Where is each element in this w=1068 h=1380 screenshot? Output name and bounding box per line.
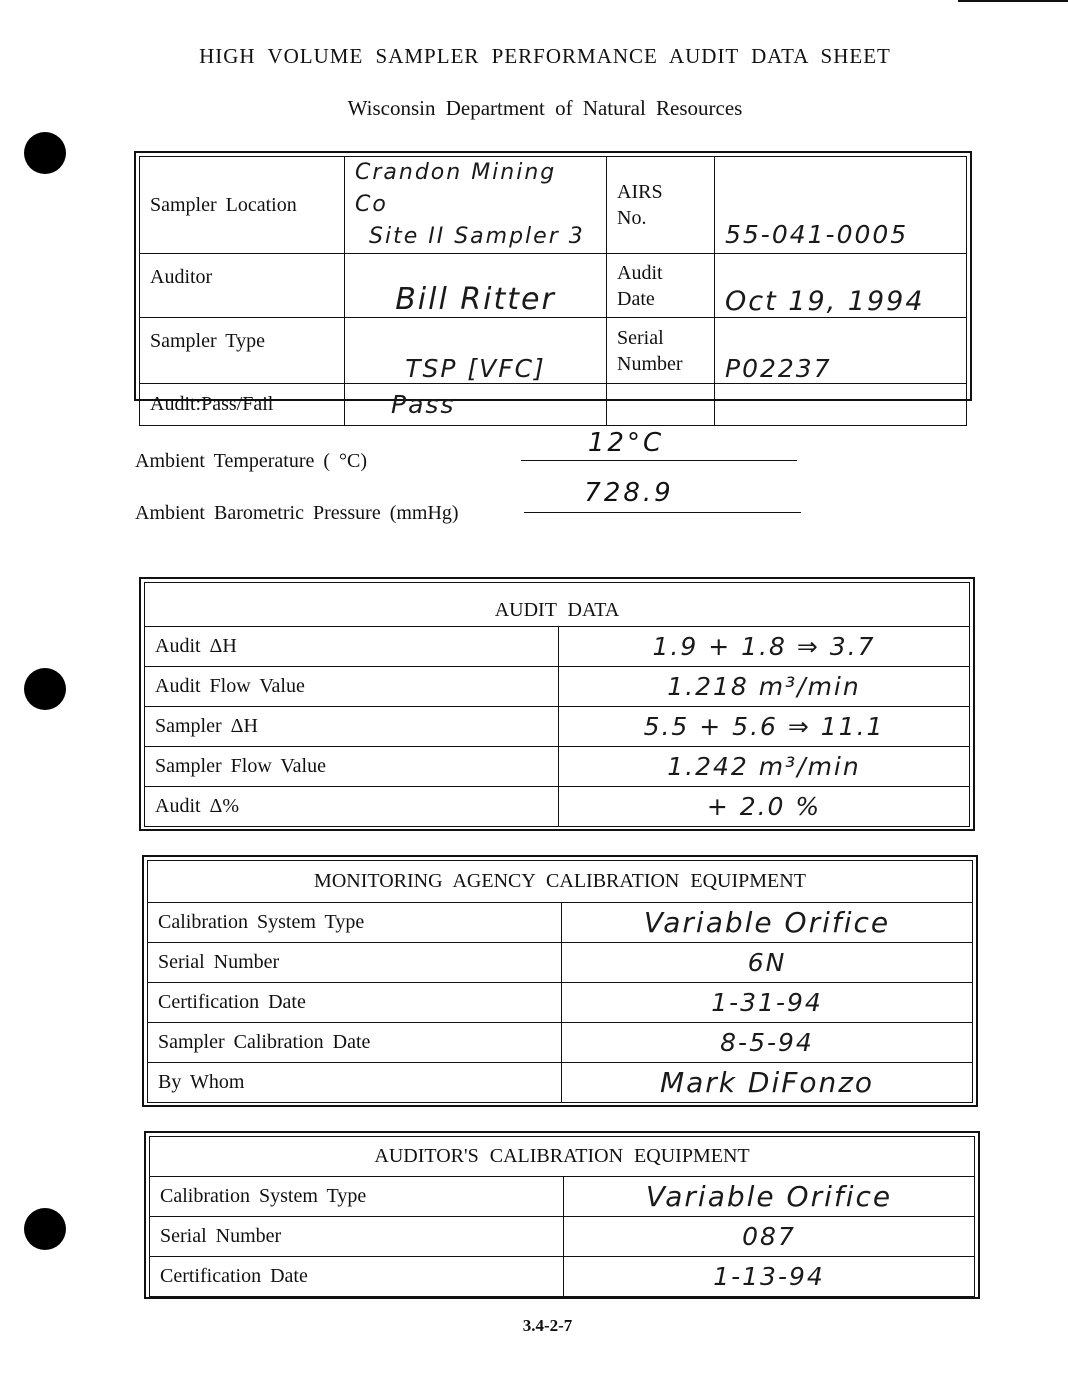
monitoring-equipment-title: MONITORING AGENCY CALIBRATION EQUIPMENT (148, 861, 973, 903)
ambient-pressure-label: Ambient Barometric Pressure (mmHg) (135, 502, 459, 524)
calibration-system-type-value: Variable Orifice (562, 903, 973, 943)
audit-date-label: Audit Date (607, 254, 715, 318)
serial-number-label: Serial Number (607, 318, 715, 384)
agency-name: Wisconsin Department of Natural Resources (347, 96, 743, 120)
calibration-system-type-label: Calibration System Type (148, 903, 562, 943)
audit-delta-percent-value: + 2.0 % (559, 787, 970, 827)
auditor-calibration-system-type-value: Variable Orifice (564, 1177, 975, 1217)
audit-flow-value-label: Audit Flow Value (145, 667, 559, 707)
punch-hole-icon (24, 668, 66, 710)
sampler-info-table (134, 151, 972, 419)
pass-fail-value: Pass (345, 384, 607, 426)
audit-delta-percent-label: Audit Δ% (145, 787, 559, 827)
serial-number-value: 6N (562, 943, 973, 983)
sampler-flow-value: 1.242 m³/min (559, 747, 970, 787)
airs-label: AIRS No. (607, 157, 715, 254)
audit-flow-value: 1.218 m³/min (559, 667, 970, 707)
punch-hole-icon (24, 132, 66, 174)
sampler-flow-value-label: Sampler Flow Value (145, 747, 559, 787)
audit-date-value: Oct 19, 1994 (715, 254, 967, 318)
edge-line (958, 0, 1068, 2)
ambient-temperature-line (521, 460, 797, 461)
serial-number-value: P02237 (715, 318, 967, 384)
auditor-certification-date-label: Certification Date (150, 1257, 564, 1297)
auditor-value: Bill Ritter (345, 254, 607, 318)
sampler-location-value: Crandon Mining Co Site II Sampler 3 (345, 157, 607, 254)
sampler-type-value: TSP [VFC] (345, 318, 607, 384)
audit-data-table (139, 577, 975, 831)
sampler-location-label: Sampler Location (140, 157, 345, 254)
auditor-label: Auditor (140, 254, 345, 318)
sampler-type-label: Sampler Type (140, 318, 345, 384)
by-whom-label: By Whom (148, 1063, 562, 1103)
certification-date-value: 1-31-94 (562, 983, 973, 1023)
monitoring-equipment-table (142, 855, 978, 1107)
ambient-pressure-value: 728.9 (584, 478, 674, 508)
sampler-calibration-date-label: Sampler Calibration Date (148, 1023, 562, 1063)
auditor-serial-number-label: Serial Number (150, 1217, 564, 1257)
by-whom-value: Mark DiFonzo (562, 1063, 973, 1103)
airs-value: 55-041-0005 (715, 157, 967, 254)
page-number: 3.4-2-7 (522, 1316, 573, 1335)
audit-delta-h-value: 1.9 + 1.8 ⇒ 3.7 (559, 627, 970, 667)
ambient-pressure-line (524, 512, 801, 513)
auditor-calibration-system-type-label: Calibration System Type (150, 1177, 564, 1217)
auditor-serial-number-value: 087 (564, 1217, 975, 1257)
serial-number-label: Serial Number (148, 943, 562, 983)
ambient-temperature-value: 12°C (587, 428, 665, 458)
sampler-calibration-date-value: 8-5-94 (562, 1023, 973, 1063)
auditor-certification-date-value: 1-13-94 (564, 1257, 975, 1297)
audit-data-title: AUDIT DATA (145, 583, 970, 627)
sampler-delta-h-label: Sampler ΔH (145, 707, 559, 747)
auditor-equipment-table (144, 1131, 980, 1299)
sampler-delta-h-value: 5.5 + 5.6 ⇒ 11.1 (559, 707, 970, 747)
auditor-equipment-title: AUDITOR'S CALIBRATION EQUIPMENT (150, 1137, 975, 1177)
ambient-temperature-label: Ambient Temperature ( °C) (135, 450, 368, 472)
punch-hole-icon (24, 1208, 66, 1250)
audit-delta-h-label: Audit ΔH (145, 627, 559, 667)
page-title: HIGH VOLUME SAMPLER PERFORMANCE AUDIT DATA SHEET (199, 44, 891, 68)
pass-fail-label: Audit:Pass/Fail (140, 384, 345, 426)
certification-date-label: Certification Date (148, 983, 562, 1023)
